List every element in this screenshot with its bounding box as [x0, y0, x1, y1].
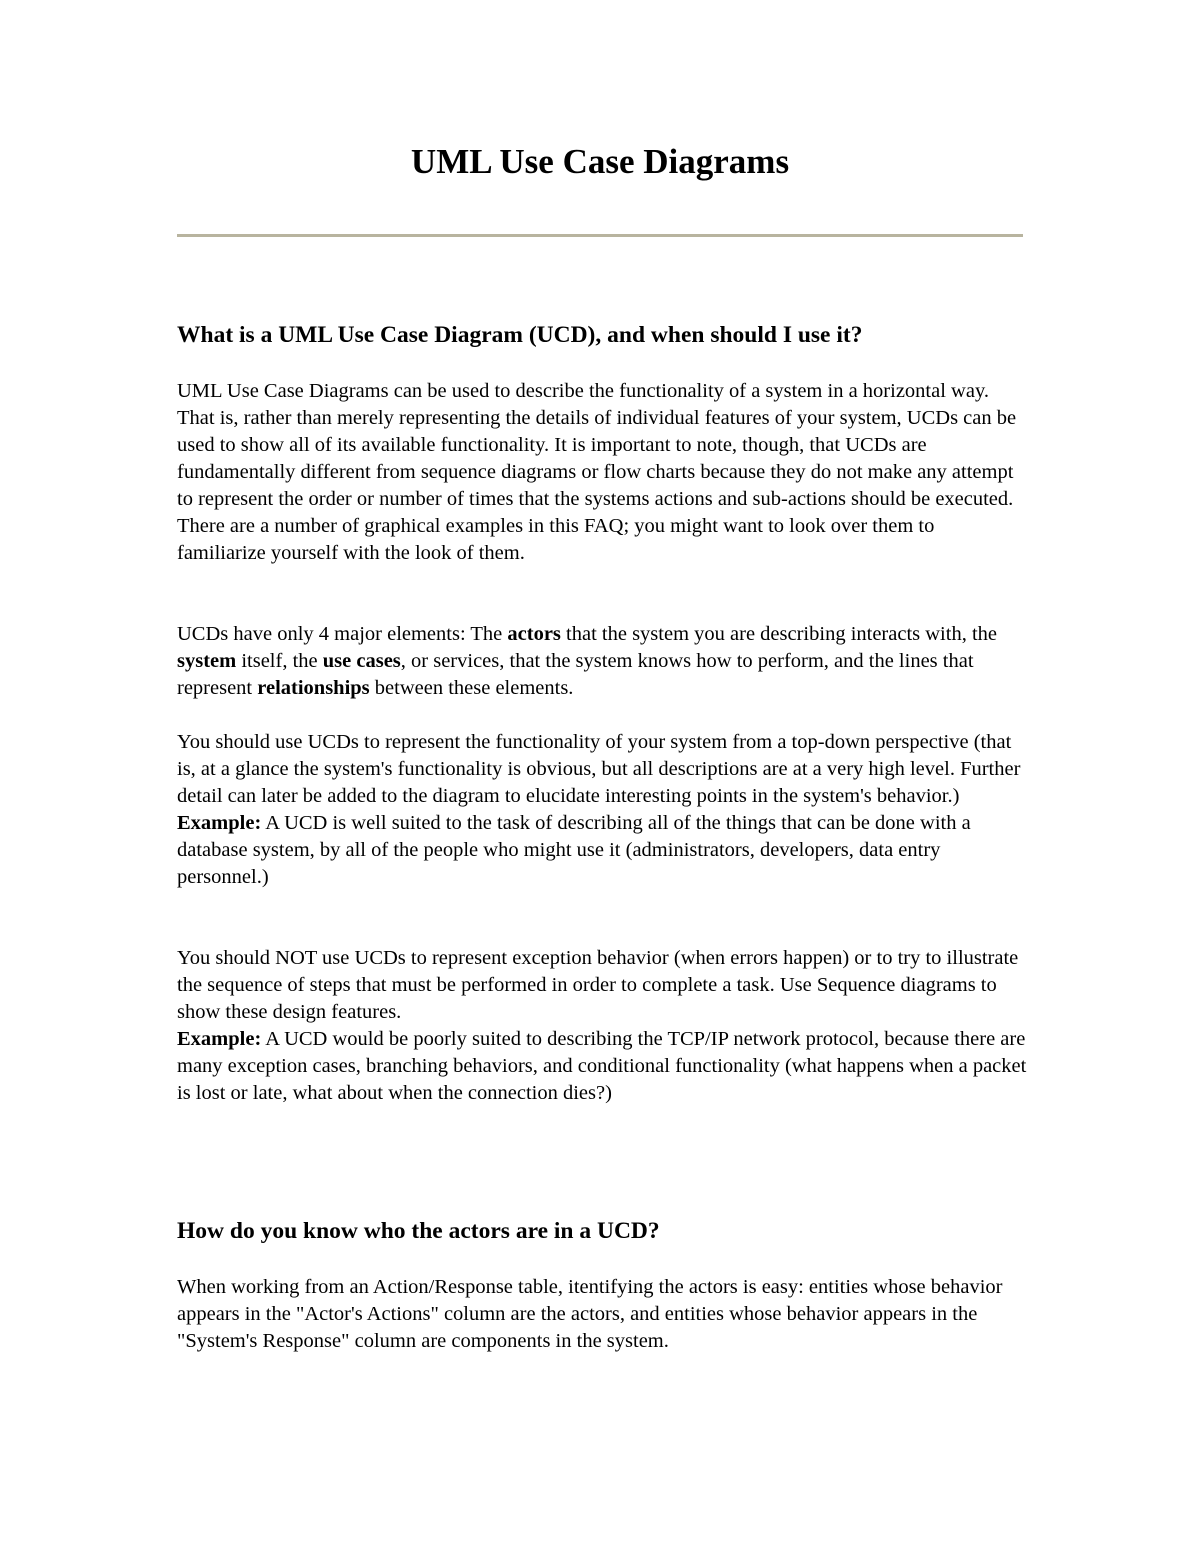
paragraph-ucd-intro: UML Use Case Diagrams can be used to describe the functionality of a system in a horizontal way. That is, rather than merely representing the details of individual features of your system, UCDs can be used to show all of its available functionality. It is important to note, though, that UCDs are fundamentally different from sequence diagrams or flow charts because they do not make any attempt to represent the order or number of times that the systems actions and sub-actions should be executed. There are a number of graphical examples in this FAQ; you might want to look over them to familiarize yourself with the look of them. — [177, 380, 1017, 564]
text-run: You should use UCDs to represent the functionality of your system from a top-down perspective (that is, at a glance the system's functionality is obvious, but all descriptions are at a very high level. Further detail can later be added to the diagram to elucidate interesting points in the system's behavior.) — [177, 731, 1021, 807]
example-label: Example: — [177, 812, 262, 834]
paragraph-when-not-to-use — [177, 945, 1027, 1107]
term-use-cases: use cases — [322, 650, 401, 672]
text-run: UCDs have only 4 major elements: The — [177, 623, 508, 645]
text-run: between these elements. — [369, 677, 574, 699]
text-run: itself, the — [236, 650, 323, 672]
page-title: UML Use Case Diagrams — [410, 142, 790, 181]
paragraph-identifying-actors: When working from an Action/Response table, itentifying the actors is easy: entities whose behavior appears in the "Actor's Actions" column are the actors, and entities whose behavior appears in the "System's Response" column are components in the system. — [177, 1276, 1003, 1352]
text-run: A UCD would be poorly suited to describing the TCP/IP network protocol, because there are many exception cases, branching behaviors, and conditional functionality (what happens when a packet is lost or late, what about when the connection dies?) — [177, 1028, 1027, 1104]
term-relationships: relationships — [257, 677, 370, 699]
section-heading-what-is-ucd: What is a UML Use Case Diagram (UCD), and when should I use it? — [177, 322, 863, 348]
text-run: You should NOT use UCDs to represent exception behavior (when errors happen) or to try to illustrate the sequence of steps that must be performed in order to complete a task. Use Sequence diagrams to show these design features. — [177, 947, 1019, 1023]
section-heading-actors: How do you know who the actors are in a UCD? — [177, 1218, 660, 1244]
paragraph-ucd-elements — [177, 621, 1027, 702]
text-run: , or services, that the system knows how to perform, and the lines that represent — [177, 650, 974, 699]
title-divider — [177, 234, 1023, 237]
text-run: A UCD is well suited to the task of describing all of the things that can be done with a database system, by all of the people who might use it (administrators, developers, data entry personnel.) — [177, 812, 971, 888]
paragraph-when-to-use — [177, 729, 1027, 891]
term-system: system — [177, 650, 237, 672]
text-run: that the system you are describing interacts with, the — [560, 623, 997, 645]
term-actors: actors — [507, 623, 561, 645]
example-label: Example: — [177, 1028, 262, 1050]
